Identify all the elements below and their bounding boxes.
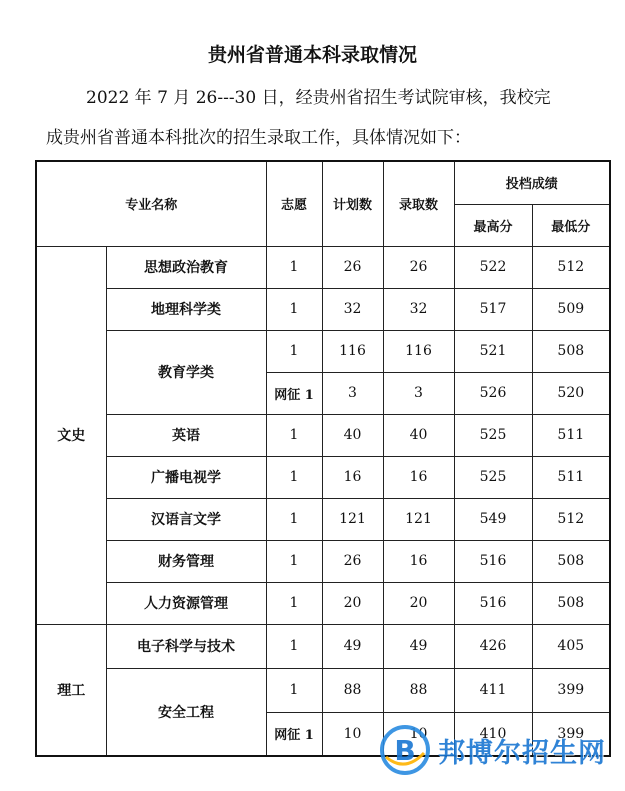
choice-cell: 1 [266, 330, 322, 372]
max-score-cell: 525 [454, 414, 532, 456]
max-score-cell: 517 [454, 288, 532, 330]
header-max: 最高分 [454, 204, 532, 246]
min-score-cell: 509 [532, 288, 610, 330]
document-title: 贵州省普通本科录取情况 [207, 44, 417, 66]
admitted-cell: 32 [383, 288, 454, 330]
group-label: 理工 [36, 624, 106, 756]
max-score-cell: 526 [454, 372, 532, 414]
max-score-cell: 521 [454, 330, 532, 372]
admitted-cell: 20 [383, 582, 454, 624]
admitted-cell: 116 [383, 330, 454, 372]
table-row [36, 540, 610, 582]
table-row [36, 582, 610, 624]
watermark-text: 邦博尔招生网 [438, 737, 606, 769]
svg-text:B: B [394, 734, 416, 767]
min-score-cell: 399 [532, 668, 610, 712]
max-score-cell: 525 [454, 456, 532, 498]
choice-cell: 1 [266, 668, 322, 712]
admitted-cell: 49 [383, 624, 454, 668]
choice-cell: 1 [266, 288, 322, 330]
plan-cell: 32 [322, 288, 383, 330]
admission-table [35, 160, 611, 757]
max-score-cell: 516 [454, 582, 532, 624]
site-watermark [378, 720, 618, 780]
admitted-cell: 26 [383, 246, 454, 288]
choice-cell: 1 [266, 498, 322, 540]
min-score-cell: 508 [532, 330, 610, 372]
min-score-cell: 508 [532, 582, 610, 624]
group-label: 文史 [36, 246, 106, 624]
min-score-cell: 405 [532, 624, 610, 668]
choice-cell: 网征 1 [266, 372, 322, 414]
table-row [36, 330, 610, 372]
major-name: 汉语言文学 [106, 498, 266, 540]
choice-cell: 1 [266, 624, 322, 668]
table-row [36, 498, 610, 540]
admitted-cell: 10 [383, 712, 454, 756]
plan-cell: 16 [322, 456, 383, 498]
admitted-cell: 40 [383, 414, 454, 456]
min-score-cell: 508 [532, 540, 610, 582]
table-row [36, 624, 610, 668]
major-name: 电子科学与技术 [106, 624, 266, 668]
min-score-cell: 511 [532, 414, 610, 456]
major-name: 安全工程 [106, 668, 266, 756]
admitted-cell: 16 [383, 540, 454, 582]
max-score-cell: 522 [454, 246, 532, 288]
choice-cell: 1 [266, 582, 322, 624]
table-row [36, 288, 610, 330]
major-name: 财务管理 [106, 540, 266, 582]
major-name: 思想政治教育 [106, 246, 266, 288]
header-choice: 志愿 [266, 161, 322, 246]
plan-cell: 26 [322, 246, 383, 288]
max-score-cell: 410 [454, 712, 532, 756]
table-row [36, 668, 610, 712]
min-score-cell: 399 [532, 712, 610, 756]
choice-cell: 1 [266, 246, 322, 288]
max-score-cell: 549 [454, 498, 532, 540]
admitted-cell: 3 [383, 372, 454, 414]
plan-cell: 10 [322, 712, 383, 756]
watermark-logo-icon [378, 723, 432, 777]
admitted-cell: 88 [383, 668, 454, 712]
table-row [36, 246, 610, 288]
choice-cell: 1 [266, 540, 322, 582]
header-admitted: 录取数 [383, 161, 454, 246]
plan-cell: 3 [322, 372, 383, 414]
major-name: 英语 [106, 414, 266, 456]
major-name: 地理科学类 [106, 288, 266, 330]
max-score-cell: 516 [454, 540, 532, 582]
intro-line-2: 成贵州省普通本科批次的招生录取工作，具体情况如下： [46, 128, 471, 148]
header-plan: 计划数 [322, 161, 383, 246]
plan-cell: 121 [322, 498, 383, 540]
header-score: 投档成绩 [454, 161, 610, 204]
plan-cell: 40 [322, 414, 383, 456]
header-major: 专业名称 [36, 161, 266, 246]
choice-cell: 1 [266, 456, 322, 498]
table-row [36, 414, 610, 456]
plan-cell: 20 [322, 582, 383, 624]
choice-cell: 网征 1 [266, 712, 322, 756]
table-row [36, 456, 610, 498]
min-score-cell: 520 [532, 372, 610, 414]
major-name: 广播电视学 [106, 456, 266, 498]
min-score-cell: 511 [532, 456, 610, 498]
admitted-cell: 121 [383, 498, 454, 540]
plan-cell: 26 [322, 540, 383, 582]
plan-cell: 49 [322, 624, 383, 668]
admitted-cell: 16 [383, 456, 454, 498]
major-name: 人力资源管理 [106, 582, 266, 624]
plan-cell: 116 [322, 330, 383, 372]
plan-cell: 88 [322, 668, 383, 712]
max-score-cell: 411 [454, 668, 532, 712]
choice-cell: 1 [266, 414, 322, 456]
min-score-cell: 512 [532, 498, 610, 540]
header-min: 最低分 [532, 204, 610, 246]
min-score-cell: 512 [532, 246, 610, 288]
intro-line-1: 2022 年 7 月 26---30 日，经贵州省招生考试院审核，我校完 [86, 88, 551, 108]
max-score-cell: 426 [454, 624, 532, 668]
major-name: 教育学类 [106, 330, 266, 414]
